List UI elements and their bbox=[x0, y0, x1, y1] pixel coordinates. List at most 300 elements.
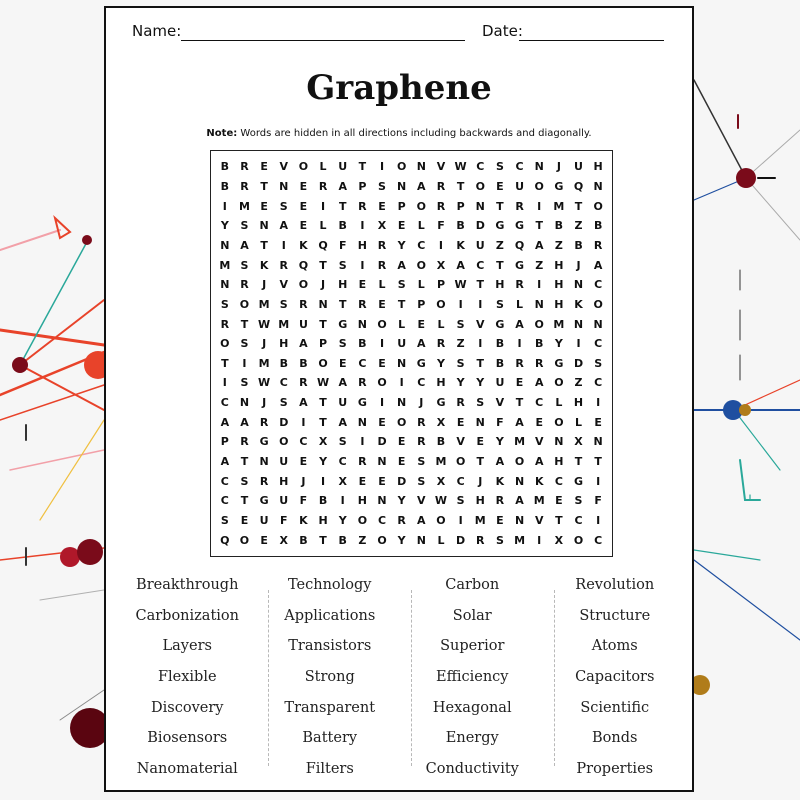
grid-letter[interactable]: R bbox=[417, 435, 426, 449]
grid-letter[interactable]: T bbox=[240, 494, 249, 508]
grid-letter[interactable]: R bbox=[377, 238, 387, 252]
grid-letter[interactable]: C bbox=[279, 376, 288, 390]
grid-letter[interactable]: W bbox=[316, 376, 330, 390]
grid-letter[interactable]: K bbox=[534, 474, 544, 488]
grid-letter[interactable]: H bbox=[279, 337, 289, 351]
grid-letter[interactable]: C bbox=[338, 455, 347, 469]
grid-letter[interactable]: R bbox=[299, 297, 308, 311]
grid-letter[interactable]: N bbox=[593, 179, 603, 193]
grid-letter[interactable]: G bbox=[554, 356, 564, 370]
grid-letter[interactable]: O bbox=[279, 435, 289, 449]
grid-letter[interactable]: J bbox=[478, 474, 483, 488]
grid-letter[interactable]: T bbox=[496, 258, 504, 272]
grid-letter[interactable]: S bbox=[456, 317, 465, 331]
grid-letter[interactable]: C bbox=[594, 533, 603, 547]
grid-letter[interactable]: R bbox=[515, 356, 524, 370]
grid-letter[interactable]: T bbox=[240, 455, 249, 469]
grid-letter[interactable]: A bbox=[279, 219, 289, 233]
grid-letter[interactable]: M bbox=[219, 258, 231, 272]
grid-letter[interactable]: O bbox=[554, 415, 564, 429]
grid-letter[interactable]: Y bbox=[476, 376, 485, 390]
grid-letter[interactable]: A bbox=[534, 376, 544, 390]
grid-letter[interactable]: B bbox=[338, 533, 347, 547]
grid-letter[interactable]: I bbox=[222, 199, 227, 213]
grid-letter[interactable]: K bbox=[456, 238, 465, 252]
grid-letter[interactable]: A bbox=[515, 317, 524, 331]
grid-letter[interactable]: F bbox=[338, 238, 347, 252]
grid-letter[interactable]: N bbox=[573, 317, 584, 331]
grid-letter[interactable]: R bbox=[436, 199, 446, 213]
grid-letter[interactable]: C bbox=[220, 396, 229, 410]
grid-letter[interactable]: G bbox=[338, 317, 348, 331]
grid-letter[interactable]: A bbox=[534, 238, 544, 252]
grid-letter[interactable]: I bbox=[596, 514, 601, 528]
grid-letter[interactable]: Z bbox=[574, 219, 583, 233]
grid-letter[interactable]: R bbox=[436, 179, 446, 193]
grid-letter[interactable]: I bbox=[360, 258, 365, 272]
grid-letter[interactable]: T bbox=[358, 160, 367, 174]
grid-letter[interactable]: W bbox=[454, 160, 467, 174]
grid-letter[interactable]: Z bbox=[495, 238, 504, 252]
grid-letter[interactable]: T bbox=[515, 396, 524, 410]
grid-letter[interactable]: I bbox=[438, 238, 444, 252]
grid-letter[interactable]: J bbox=[262, 396, 267, 410]
grid-letter[interactable]: N bbox=[534, 297, 544, 311]
grid-letter[interactable]: E bbox=[515, 376, 524, 390]
grid-letter[interactable]: E bbox=[378, 415, 386, 429]
grid-letter[interactable]: T bbox=[574, 199, 583, 213]
grid-letter[interactable]: T bbox=[338, 297, 347, 311]
grid-letter[interactable]: O bbox=[534, 179, 544, 193]
grid-letter[interactable]: L bbox=[437, 317, 445, 331]
grid-letter[interactable]: N bbox=[397, 179, 407, 193]
grid-letter[interactable]: B bbox=[279, 356, 288, 370]
grid-letter[interactable]: Q bbox=[318, 238, 328, 252]
grid-letter[interactable]: R bbox=[456, 396, 465, 410]
grid-letter[interactable]: F bbox=[594, 494, 602, 508]
grid-letter[interactable]: S bbox=[417, 474, 426, 488]
grid-letter[interactable]: R bbox=[318, 179, 328, 193]
grid-letter[interactable]: R bbox=[240, 278, 249, 292]
grid-letter[interactable]: R bbox=[417, 415, 426, 429]
grid-letter[interactable]: J bbox=[576, 258, 581, 272]
grid-letter[interactable]: N bbox=[593, 435, 603, 449]
grid-letter[interactable]: I bbox=[360, 435, 365, 449]
grid-letter[interactable]: S bbox=[495, 533, 504, 547]
grid-letter[interactable]: I bbox=[321, 474, 326, 488]
grid-letter[interactable]: T bbox=[319, 317, 327, 331]
grid-letter[interactable]: D bbox=[397, 474, 407, 488]
grid-letter[interactable]: S bbox=[279, 297, 288, 311]
grid-letter[interactable]: E bbox=[299, 179, 308, 193]
grid-letter[interactable]: U bbox=[259, 514, 269, 528]
grid-letter[interactable]: Z bbox=[554, 238, 563, 252]
grid-letter[interactable]: H bbox=[318, 514, 328, 528]
grid-letter[interactable]: U bbox=[338, 396, 348, 410]
grid-letter[interactable]: D bbox=[456, 533, 466, 547]
grid-letter[interactable]: O bbox=[416, 199, 426, 213]
grid-letter[interactable]: B bbox=[456, 219, 465, 233]
grid-letter[interactable]: L bbox=[319, 160, 327, 174]
grid-letter[interactable]: L bbox=[319, 219, 327, 233]
grid-letter[interactable]: Y bbox=[495, 435, 504, 449]
grid-letter[interactable]: I bbox=[596, 474, 601, 488]
grid-letter[interactable]: V bbox=[436, 160, 446, 174]
grid-letter[interactable]: H bbox=[436, 376, 446, 390]
grid-letter[interactable]: U bbox=[338, 160, 348, 174]
grid-letter[interactable]: G bbox=[416, 356, 426, 370]
grid-letter[interactable]: Y bbox=[456, 376, 465, 390]
grid-letter[interactable]: N bbox=[318, 297, 328, 311]
grid-letter[interactable]: B bbox=[495, 337, 505, 351]
grid-letter[interactable]: Y bbox=[436, 356, 445, 370]
grid-letter[interactable]: T bbox=[476, 278, 485, 292]
grid-letter[interactable]: N bbox=[416, 533, 426, 547]
grid-letter[interactable]: R bbox=[436, 337, 446, 351]
grid-letter[interactable]: A bbox=[220, 415, 230, 429]
grid-letter[interactable]: B bbox=[220, 179, 230, 193]
grid-letter[interactable]: I bbox=[399, 376, 404, 390]
grid-letter[interactable]: E bbox=[397, 219, 406, 233]
grid-letter[interactable]: T bbox=[240, 317, 249, 331]
grid-letter[interactable]: M bbox=[278, 317, 290, 331]
grid-letter[interactable]: X bbox=[338, 474, 347, 488]
grid-letter[interactable]: T bbox=[221, 356, 229, 370]
grid-letter[interactable]: Z bbox=[535, 258, 544, 272]
grid-letter[interactable]: F bbox=[299, 494, 308, 508]
grid-letter[interactable]: H bbox=[475, 494, 485, 508]
grid-letter[interactable]: N bbox=[514, 514, 525, 528]
grid-letter[interactable]: W bbox=[258, 376, 271, 390]
grid-letter[interactable]: O bbox=[436, 297, 446, 311]
grid-letter[interactable]: U bbox=[475, 238, 485, 252]
grid-letter[interactable]: A bbox=[417, 514, 426, 528]
grid-letter[interactable]: Y bbox=[338, 514, 347, 528]
grid-letter[interactable]: R bbox=[259, 415, 269, 429]
grid-letter[interactable]: M bbox=[553, 317, 565, 331]
grid-letter[interactable]: G bbox=[259, 494, 269, 508]
grid-letter[interactable]: I bbox=[222, 376, 227, 390]
grid-letter[interactable]: S bbox=[574, 494, 583, 508]
grid-letter[interactable]: K bbox=[495, 474, 505, 488]
grid-letter[interactable]: B bbox=[495, 356, 505, 370]
grid-letter[interactable]: E bbox=[456, 415, 465, 429]
grid-letter[interactable]: V bbox=[495, 396, 505, 410]
grid-letter[interactable]: O bbox=[220, 337, 230, 351]
grid-letter[interactable]: A bbox=[299, 396, 308, 410]
grid-letter[interactable]: N bbox=[554, 435, 564, 449]
grid-letter[interactable]: A bbox=[534, 455, 544, 469]
grid-letter[interactable]: O bbox=[514, 455, 525, 469]
grid-letter[interactable]: U bbox=[298, 317, 308, 331]
grid-letter[interactable]: J bbox=[262, 337, 267, 351]
grid-letter[interactable]: Q bbox=[573, 179, 584, 193]
grid-letter[interactable]: Q bbox=[514, 238, 525, 252]
grid-letter[interactable]: M bbox=[258, 297, 270, 311]
grid-letter[interactable]: O bbox=[436, 514, 446, 528]
grid-letter[interactable]: M bbox=[474, 514, 486, 528]
grid-letter[interactable]: V bbox=[279, 160, 289, 174]
name-field-line[interactable] bbox=[181, 40, 465, 41]
grid-letter[interactable]: M bbox=[435, 455, 447, 469]
grid-letter[interactable]: I bbox=[301, 415, 306, 429]
grid-letter[interactable]: N bbox=[220, 278, 230, 292]
grid-letter[interactable]: T bbox=[476, 356, 485, 370]
grid-letter[interactable]: R bbox=[397, 514, 406, 528]
grid-letter[interactable]: O bbox=[377, 533, 387, 547]
grid-letter[interactable]: V bbox=[534, 435, 544, 449]
grid-letter[interactable]: A bbox=[417, 337, 426, 351]
grid-letter[interactable]: L bbox=[417, 278, 425, 292]
grid-letter[interactable]: I bbox=[537, 533, 542, 547]
grid-letter[interactable]: N bbox=[573, 278, 584, 292]
grid-letter[interactable]: W bbox=[454, 278, 467, 292]
grid-letter[interactable]: G bbox=[515, 258, 525, 272]
grid-letter[interactable]: S bbox=[338, 435, 347, 449]
grid-letter[interactable]: L bbox=[437, 533, 445, 547]
grid-letter[interactable]: G bbox=[259, 435, 269, 449]
grid-letter[interactable]: R bbox=[220, 317, 230, 331]
grid-letter[interactable]: I bbox=[576, 337, 581, 351]
grid-letter[interactable]: N bbox=[397, 396, 407, 410]
grid-letter[interactable]: B bbox=[220, 160, 230, 174]
grid-letter[interactable]: R bbox=[240, 179, 249, 193]
grid-letter[interactable]: E bbox=[338, 356, 347, 370]
grid-letter[interactable]: V bbox=[534, 514, 544, 528]
grid-letter[interactable]: N bbox=[377, 455, 387, 469]
grid-letter[interactable]: R bbox=[279, 258, 288, 272]
grid-letter[interactable]: C bbox=[299, 435, 308, 449]
grid-letter[interactable]: M bbox=[258, 356, 270, 370]
grid-letter[interactable]: C bbox=[476, 160, 485, 174]
grid-letter[interactable]: Q bbox=[220, 533, 230, 547]
grid-letter[interactable]: O bbox=[534, 317, 544, 331]
grid-letter[interactable]: P bbox=[436, 278, 445, 292]
grid-letter[interactable]: P bbox=[397, 199, 406, 213]
date-field-line[interactable] bbox=[519, 40, 664, 41]
grid-letter[interactable]: T bbox=[594, 455, 602, 469]
grid-letter[interactable]: E bbox=[378, 356, 386, 370]
grid-letter[interactable]: U bbox=[279, 455, 289, 469]
grid-letter[interactable]: G bbox=[357, 396, 367, 410]
grid-letter[interactable]: H bbox=[357, 494, 367, 508]
grid-letter[interactable]: F bbox=[437, 219, 445, 233]
grid-letter[interactable]: Y bbox=[397, 238, 406, 252]
grid-letter[interactable]: G bbox=[436, 396, 446, 410]
grid-letter[interactable]: W bbox=[258, 317, 271, 331]
grid-letter[interactable]: N bbox=[259, 219, 269, 233]
grid-letter[interactable]: S bbox=[279, 396, 288, 410]
grid-letter[interactable]: E bbox=[417, 317, 426, 331]
grid-letter[interactable]: Z bbox=[456, 337, 465, 351]
grid-letter[interactable]: P bbox=[358, 179, 367, 193]
grid-letter[interactable]: A bbox=[240, 238, 249, 252]
grid-letter[interactable]: Z bbox=[574, 376, 583, 390]
grid-letter[interactable]: H bbox=[279, 474, 289, 488]
grid-letter[interactable]: O bbox=[239, 297, 250, 311]
grid-letter[interactable]: G bbox=[495, 317, 505, 331]
grid-letter[interactable]: R bbox=[476, 533, 485, 547]
grid-letter[interactable]: H bbox=[554, 297, 564, 311]
grid-letter[interactable]: S bbox=[456, 494, 465, 508]
grid-letter[interactable]: V bbox=[456, 435, 465, 449]
grid-letter[interactable]: S bbox=[240, 376, 249, 390]
grid-letter[interactable]: O bbox=[475, 179, 485, 193]
grid-letter[interactable]: I bbox=[537, 199, 542, 213]
grid-letter[interactable]: N bbox=[416, 160, 426, 174]
grid-letter[interactable]: I bbox=[537, 278, 542, 292]
grid-letter[interactable]: C bbox=[417, 238, 426, 252]
grid-letter[interactable]: M bbox=[514, 435, 526, 449]
grid-letter[interactable]: O bbox=[396, 160, 407, 174]
grid-letter[interactable]: Y bbox=[319, 455, 328, 469]
grid-letter[interactable]: C bbox=[574, 514, 583, 528]
grid-letter[interactable]: I bbox=[458, 297, 463, 311]
grid-letter[interactable]: T bbox=[397, 297, 406, 311]
grid-letter[interactable]: V bbox=[476, 317, 485, 331]
grid-letter[interactable]: O bbox=[416, 258, 426, 272]
grid-letter[interactable]: U bbox=[574, 160, 583, 174]
grid-letter[interactable]: G bbox=[554, 179, 564, 193]
grid-letter[interactable]: I bbox=[360, 219, 365, 233]
grid-letter[interactable]: L bbox=[378, 278, 386, 292]
grid-letter[interactable]: R bbox=[358, 199, 367, 213]
grid-letter[interactable]: O bbox=[455, 455, 466, 469]
grid-letter[interactable]: E bbox=[240, 514, 249, 528]
grid-letter[interactable]: I bbox=[242, 356, 247, 370]
grid-letter[interactable]: C bbox=[358, 356, 367, 370]
grid-letter[interactable]: N bbox=[377, 494, 387, 508]
grid-letter[interactable]: P bbox=[220, 435, 229, 449]
grid-letter[interactable]: R bbox=[240, 160, 249, 174]
grid-letter[interactable]: E bbox=[535, 415, 543, 429]
grid-letter[interactable]: E bbox=[378, 297, 386, 311]
grid-letter[interactable]: A bbox=[338, 179, 347, 193]
grid-letter[interactable]: A bbox=[495, 455, 505, 469]
grid-letter[interactable]: T bbox=[496, 199, 504, 213]
grid-letter[interactable]: T bbox=[319, 415, 327, 429]
grid-letter[interactable]: M bbox=[238, 199, 250, 213]
grid-letter[interactable]: K bbox=[299, 238, 308, 252]
grid-letter[interactable]: B bbox=[338, 219, 347, 233]
grid-letter[interactable]: E bbox=[397, 455, 406, 469]
grid-letter[interactable]: B bbox=[299, 533, 308, 547]
grid-letter[interactable]: S bbox=[279, 199, 288, 213]
grid-letter[interactable]: O bbox=[593, 297, 603, 311]
grid-letter[interactable]: B bbox=[358, 337, 367, 351]
grid-letter[interactable]: N bbox=[397, 356, 407, 370]
grid-letter[interactable]: C bbox=[476, 258, 485, 272]
grid-letter[interactable]: H bbox=[593, 160, 603, 174]
grid-letter[interactable]: A bbox=[338, 376, 347, 390]
grid-letter[interactable]: R bbox=[299, 376, 308, 390]
grid-letter[interactable]: U bbox=[279, 494, 289, 508]
grid-letter[interactable]: B bbox=[318, 494, 328, 508]
grid-letter[interactable]: T bbox=[555, 514, 563, 528]
grid-letter[interactable]: E bbox=[260, 199, 268, 213]
grid-letter[interactable]: E bbox=[299, 219, 308, 233]
grid-letter[interactable]: I bbox=[596, 396, 601, 410]
grid-letter[interactable]: N bbox=[220, 238, 230, 252]
grid-letter[interactable]: O bbox=[396, 415, 407, 429]
grid-letter[interactable]: T bbox=[260, 179, 268, 193]
grid-letter[interactable]: C bbox=[594, 337, 603, 351]
grid-letter[interactable]: H bbox=[554, 455, 564, 469]
grid-letter[interactable]: L bbox=[417, 219, 425, 233]
grid-letter[interactable]: P bbox=[456, 199, 465, 213]
grid-letter[interactable]: C bbox=[220, 474, 229, 488]
grid-letter[interactable]: S bbox=[476, 396, 485, 410]
grid-letter[interactable]: T bbox=[456, 179, 465, 193]
grid-letter[interactable]: O bbox=[573, 533, 584, 547]
grid-letter[interactable]: T bbox=[319, 396, 327, 410]
grid-letter[interactable]: C bbox=[515, 160, 524, 174]
grid-letter[interactable]: E bbox=[358, 278, 367, 292]
grid-letter[interactable]: R bbox=[240, 435, 249, 449]
grid-letter[interactable]: J bbox=[556, 160, 561, 174]
grid-letter[interactable]: H bbox=[495, 278, 505, 292]
grid-letter[interactable]: B bbox=[535, 337, 544, 351]
grid-letter[interactable]: K bbox=[259, 258, 269, 272]
grid-letter[interactable]: A bbox=[397, 258, 406, 272]
grid-letter[interactable]: U bbox=[495, 376, 505, 390]
grid-letter[interactable]: M bbox=[514, 533, 526, 547]
grid-letter[interactable]: E bbox=[555, 494, 563, 508]
grid-letter[interactable]: H bbox=[554, 258, 564, 272]
grid-letter[interactable]: N bbox=[357, 415, 367, 429]
grid-letter[interactable]: T bbox=[476, 455, 485, 469]
grid-letter[interactable]: A bbox=[456, 258, 465, 272]
grid-letter[interactable]: O bbox=[554, 376, 564, 390]
grid-letter[interactable]: R bbox=[495, 494, 505, 508]
grid-letter[interactable]: A bbox=[338, 415, 347, 429]
grid-letter[interactable]: P bbox=[417, 297, 426, 311]
grid-letter[interactable]: I bbox=[478, 297, 483, 311]
grid-letter[interactable]: H bbox=[338, 278, 348, 292]
grid-letter[interactable]: A bbox=[515, 415, 524, 429]
grid-letter[interactable]: D bbox=[573, 356, 584, 370]
grid-letter[interactable]: Y bbox=[220, 219, 229, 233]
grid-letter[interactable]: I bbox=[340, 494, 345, 508]
grid-letter[interactable]: R bbox=[358, 297, 367, 311]
grid-letter[interactable]: A bbox=[417, 179, 426, 193]
grid-letter[interactable]: N bbox=[239, 396, 250, 410]
grid-letter[interactable]: I bbox=[321, 199, 326, 213]
grid-letter[interactable]: N bbox=[357, 317, 367, 331]
grid-letter[interactable]: R bbox=[515, 199, 524, 213]
grid-letter[interactable]: F bbox=[496, 415, 504, 429]
grid-letter[interactable]: C bbox=[377, 514, 387, 528]
grid-letter[interactable]: B bbox=[436, 435, 446, 449]
grid-letter[interactable]: K bbox=[299, 514, 308, 528]
grid-letter[interactable]: T bbox=[260, 238, 268, 252]
grid-letter[interactable]: T bbox=[319, 258, 327, 272]
grid-letter[interactable]: S bbox=[220, 514, 229, 528]
grid-letter[interactable]: N bbox=[593, 317, 603, 331]
grid-letter[interactable]: B bbox=[299, 356, 308, 370]
grid-letter[interactable]: H bbox=[554, 278, 564, 292]
grid-letter[interactable]: I bbox=[458, 514, 463, 528]
grid-letter[interactable]: N bbox=[514, 474, 525, 488]
grid-letter[interactable]: A bbox=[593, 258, 603, 272]
grid-letter[interactable]: L bbox=[516, 297, 524, 311]
grid-letter[interactable]: M bbox=[533, 494, 545, 508]
grid-letter[interactable]: P bbox=[319, 337, 328, 351]
grid-letter[interactable]: F bbox=[280, 514, 288, 528]
grid-letter[interactable]: R bbox=[377, 258, 387, 272]
grid-letter[interactable]: J bbox=[419, 396, 424, 410]
grid-letter[interactable]: L bbox=[575, 415, 583, 429]
